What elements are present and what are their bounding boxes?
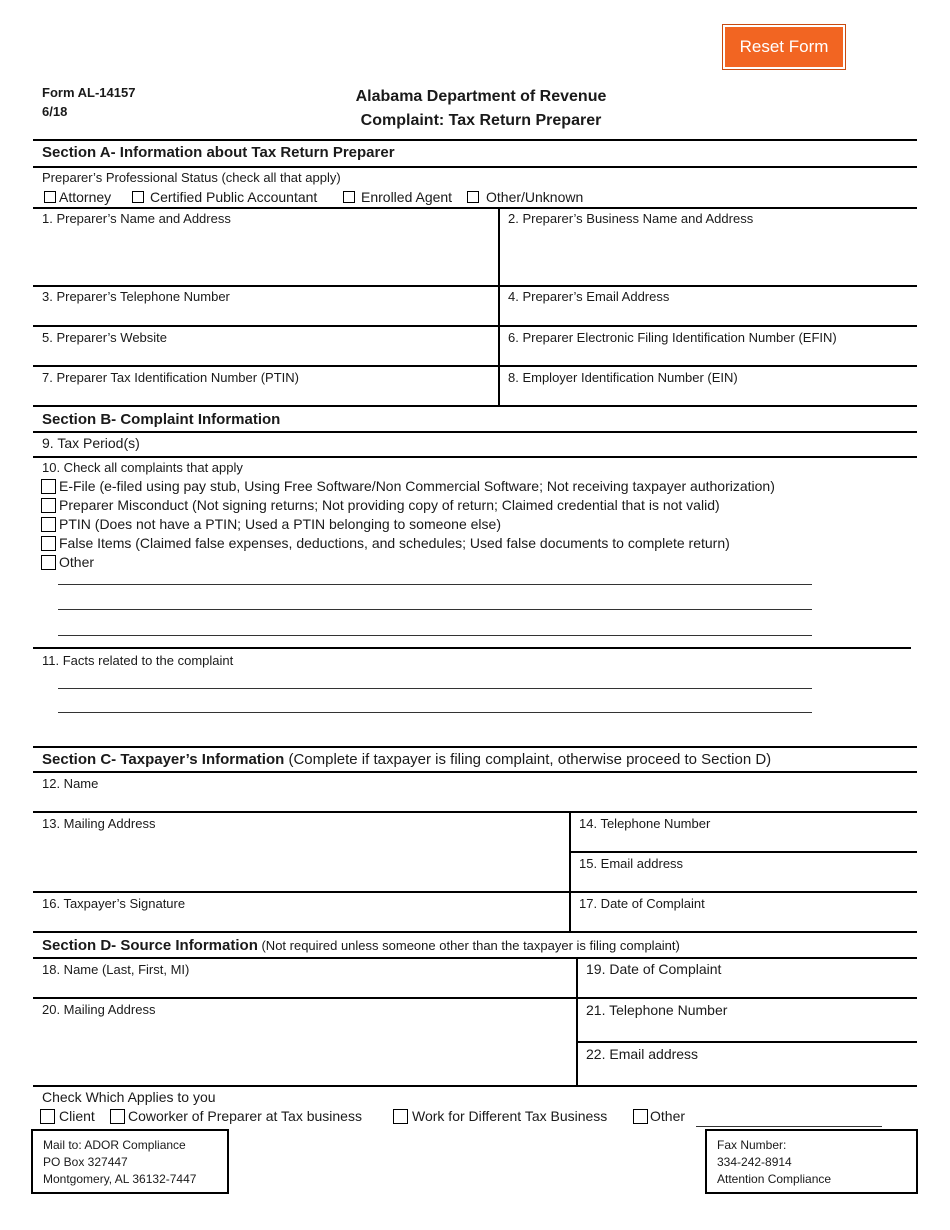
rule [33,746,917,748]
complaints-label: 10. Check all complaints that apply [42,460,243,475]
different-business-label: Work for Different Tax Business [412,1108,608,1124]
mail-line: Mail to: ADOR Compliance [43,1138,186,1152]
form-title: Complaint: Tax Return Preparer [360,112,602,129]
taxpayer-name-field[interactable]: 12. Name [42,776,99,791]
other-unknown-checkbox[interactable] [467,191,479,203]
section-c-title: Section C- Taxpayer’s Information [42,751,285,768]
false-items-complaint-checkbox[interactable] [41,536,56,551]
facts-label: 11. Facts related to the complaint [42,653,234,668]
fax-box [705,1129,918,1194]
rule [33,997,917,999]
attorney-checkbox[interactable] [44,191,56,203]
employer-ein-field[interactable]: 8. Employer Identification Number (EIN) [508,370,738,385]
other-unknown-label: Other/Unknown [486,189,584,205]
mail-line: PO Box 327447 [43,1155,128,1169]
rule [33,365,917,367]
column-divider [576,958,578,1086]
preparer-telephone-field[interactable]: 3. Preparer’s Telephone Number [42,289,230,304]
preparer-efin-field[interactable]: 6. Preparer Electronic Filing Identification Number (EFIN) [508,330,837,345]
preparer-business-name-field[interactable]: 2. Preparer’s Business Name and Address [508,211,754,226]
other-applies-label: Other [650,1108,686,1124]
section-c-note: (Complete if taxpayer is filing complaint, otherwise proceed to Section D) [284,751,772,768]
rule [33,139,917,141]
mail-line: Montgomery, AL 36132-7447 [43,1172,197,1186]
rule [33,771,917,773]
rule [33,1085,917,1087]
other-complaint-line[interactable] [58,635,812,636]
rule [33,285,917,287]
other-applies-line[interactable] [696,1126,882,1127]
section-d-note: (Not required unless someone other than the taxpayer is filing complaint) [257,938,680,953]
efile-complaint-label: E-File (e-filed using pay stub, Using Free Software/Non Commercial Software; Not receiving taxpayer authorization) [59,478,775,494]
agency-title: Alabama Department of Revenue [355,88,607,105]
attorney-label: Attorney [59,189,112,205]
cpa-checkbox[interactable] [132,191,144,203]
preparer-ptin-field[interactable]: 7. Preparer Tax Identification Number (PTIN) [42,370,299,385]
form-date: 6/18 [42,104,68,119]
efile-complaint-checkbox[interactable] [41,479,56,494]
taxpayer-signature-field[interactable]: 16. Taxpayer’s Signature [42,896,186,911]
source-telephone-field[interactable]: 21. Telephone Number [586,1002,728,1018]
taxpayer-date-field[interactable]: 17. Date of Complaint [579,896,705,911]
section-d-title: Section D- Source Information [42,937,258,954]
section-c-heading [42,751,771,768]
fax-line: Fax Number: [717,1138,787,1152]
rule [33,431,917,433]
taxpayer-telephone-field[interactable]: 14. Telephone Number [579,816,711,831]
rule [33,405,917,407]
mail-to-box [31,1129,229,1194]
ptin-complaint-label: PTIN (Does not have a PTIN; Used a PTIN belonging to someone else) [59,516,501,532]
source-mailing-address-field[interactable]: 20. Mailing Address [42,1002,156,1017]
rule [33,811,917,813]
rule [33,456,917,458]
client-label: Client [59,1108,95,1124]
cpa-label: Certified Public Accountant [150,189,318,205]
coworker-checkbox[interactable] [110,1109,125,1124]
preparer-website-field[interactable]: 5. Preparer’s Website [42,330,168,345]
rule [33,931,917,933]
other-complaint-line[interactable] [58,584,812,585]
tax-period-field[interactable]: 9. Tax Period(s) [42,435,140,451]
other-complaint-line[interactable] [58,609,812,610]
rule [33,647,911,649]
other-complaint-label: Other [59,554,95,570]
other-complaint-checkbox[interactable] [41,555,56,570]
applies-label: Check Which Applies to you [42,1089,216,1105]
rule [577,1041,917,1043]
other-applies-checkbox[interactable] [633,1109,648,1124]
misconduct-complaint-checkbox[interactable] [41,498,56,513]
taxpayer-email-field[interactable]: 15. Email address [579,856,684,871]
misconduct-complaint-label: Preparer Misconduct (Not signing returns; Not providing copy of return; Claimed credential that is not valid) [59,497,720,513]
fax-line: Attention Compliance [717,1172,832,1186]
ptin-complaint-checkbox[interactable] [41,517,56,532]
column-divider [569,812,571,932]
enrolled-agent-label: Enrolled Agent [361,189,453,205]
section-a-heading: Section A- Information about Tax Return Preparer [42,144,395,161]
facts-line[interactable] [58,688,812,689]
reset-form-button[interactable]: Reset Form [722,24,846,70]
form-number: Form AL-14157 [42,85,136,100]
rule [570,851,917,853]
rule [33,166,917,168]
facts-line[interactable] [58,712,812,713]
preparer-email-field[interactable]: 4. Preparer’s Email Address [508,289,670,304]
rule [33,325,917,327]
different-business-checkbox[interactable] [393,1109,408,1124]
fax-line: 334-242-8914 [717,1155,792,1169]
preparer-name-address-field[interactable]: 1. Preparer’s Name and Address [42,211,231,226]
section-d-heading [42,937,680,954]
professional-status-label: Preparer’s Professional Status (check all that apply) [42,170,341,185]
column-divider [498,208,500,406]
coworker-label: Coworker of Preparer at Tax business [128,1108,362,1124]
source-name-field[interactable]: 18. Name (Last, First, MI) [42,962,190,977]
taxpayer-mailing-address-field[interactable]: 13. Mailing Address [42,816,156,831]
rule [33,207,917,209]
source-email-field[interactable]: 22. Email address [586,1046,699,1062]
source-date-field[interactable]: 19. Date of Complaint [586,961,722,977]
client-checkbox[interactable] [40,1109,55,1124]
rule [33,957,917,959]
rule [33,891,917,893]
false-items-complaint-label: False Items (Claimed false expenses, deductions, and schedules; Used false documents to complete return) [59,535,730,551]
enrolled-agent-checkbox[interactable] [343,191,355,203]
section-b-heading: Section B- Complaint Information [42,411,281,428]
